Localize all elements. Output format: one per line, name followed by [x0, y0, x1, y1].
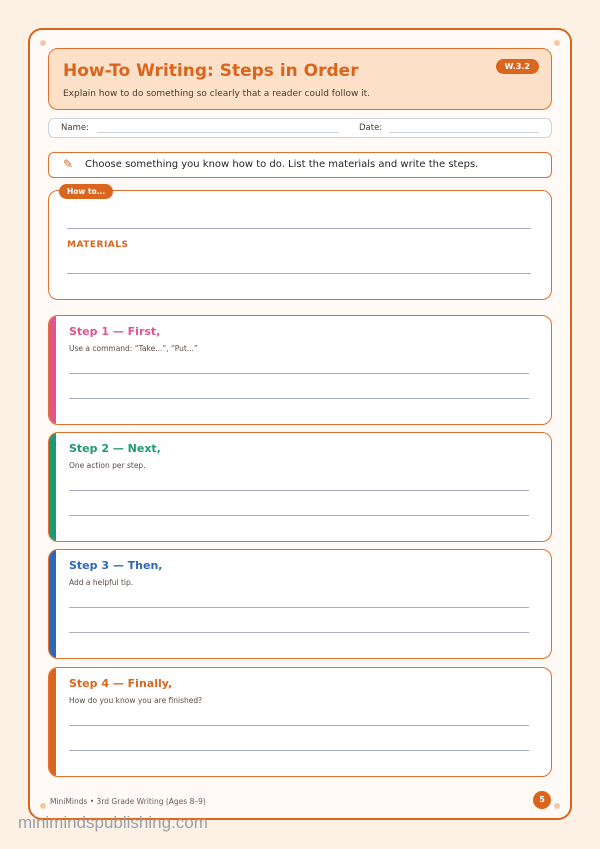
name-field[interactable] — [97, 132, 339, 133]
step-hint: Add a helpful tip. — [69, 578, 134, 587]
step-title: Step 2 — Next, — [69, 442, 161, 455]
step-hint: How do you know you are finished? — [69, 696, 203, 705]
instruction-box — [48, 152, 552, 178]
name-date-row — [48, 118, 552, 138]
step-answer-line[interactable] — [69, 632, 529, 633]
worksheet-header — [48, 48, 552, 110]
step-answer-line[interactable] — [69, 515, 529, 516]
page-title: How-To Writing: Steps in Order — [63, 61, 359, 81]
page-subtitle: Explain how to do something so clearly that a reader could follow it. — [63, 89, 371, 99]
step-answer-line[interactable] — [69, 725, 529, 726]
corner-dot — [554, 40, 560, 46]
date-field[interactable] — [389, 132, 539, 133]
step-card — [48, 315, 552, 425]
step-color-bar — [49, 550, 56, 658]
step-answer-line[interactable] — [69, 373, 529, 374]
step-answer-line[interactable] — [69, 398, 529, 399]
instruction-text: Choose something you know how to do. List the materials and write the steps. — [85, 159, 479, 170]
standard-badge: W.3.2 — [496, 59, 539, 74]
watermark: minimindspublishing.com — [18, 813, 208, 832]
step-title: Step 3 — Then, — [69, 559, 163, 572]
step-color-bar — [49, 316, 56, 424]
howto-answer-line[interactable] — [67, 228, 531, 229]
step-card — [48, 549, 552, 659]
step-answer-line[interactable] — [69, 490, 529, 491]
howto-tag: How to... — [59, 184, 113, 199]
corner-dot — [554, 803, 560, 809]
step-hint: Use a command: “Take...”, “Put...” — [69, 344, 198, 353]
step-answer-line[interactable] — [69, 750, 529, 751]
materials-label: MATERIALS — [67, 240, 129, 250]
materials-answer-line[interactable] — [67, 273, 531, 274]
step-card — [48, 667, 552, 777]
page-number: 5 — [533, 791, 551, 809]
howto-box — [48, 190, 552, 300]
step-color-bar — [49, 433, 56, 541]
step-answer-line[interactable] — [69, 607, 529, 608]
corner-dot — [40, 40, 46, 46]
footer-text: MiniMinds • 3rd Grade Writing (Ages 8–9) — [50, 797, 206, 806]
step-color-bar — [49, 668, 56, 776]
step-title: Step 4 — Finally, — [69, 677, 173, 690]
date-label: Date: — [359, 123, 383, 133]
corner-dot — [40, 803, 46, 809]
name-label: Name: — [61, 123, 89, 133]
step-card — [48, 432, 552, 542]
step-title: Step 1 — First, — [69, 325, 161, 338]
pencil-icon: ✎ — [63, 157, 74, 171]
step-hint: One action per step. — [69, 461, 146, 470]
